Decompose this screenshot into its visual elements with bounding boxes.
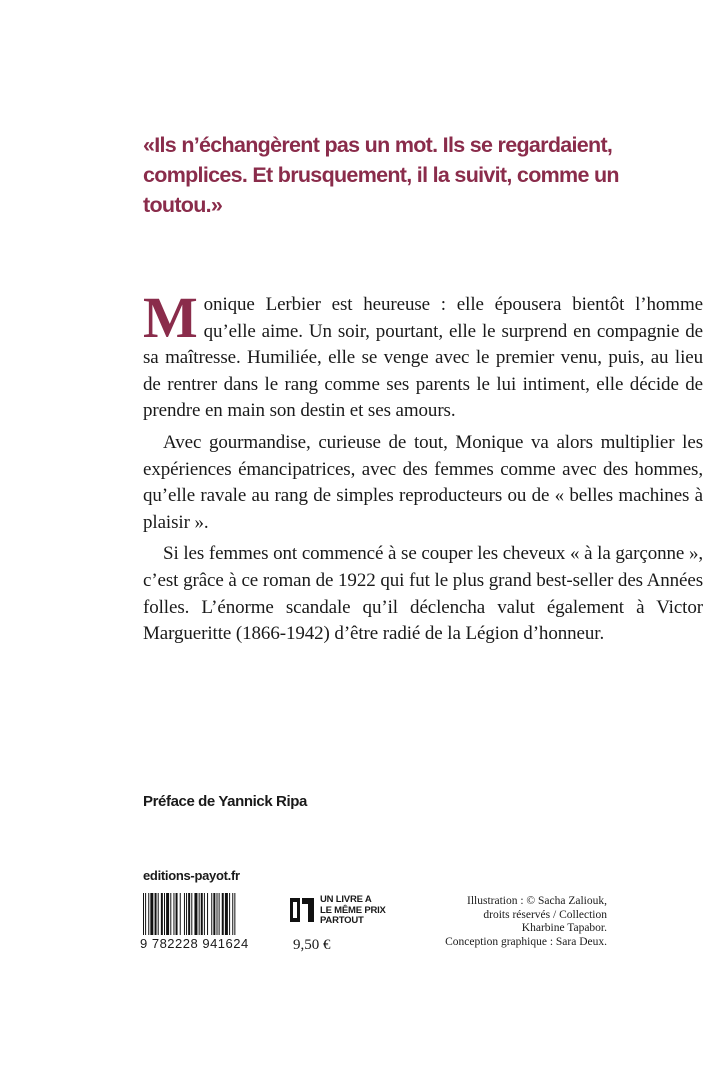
barcode-bar xyxy=(164,893,165,935)
book-price-logo-icon xyxy=(288,895,316,925)
paragraph-1-text: onique Lerbier est heureuse : elle épousera bientôt l’homme qu’elle aime. Un soir, pourtant, elle le surprend en compagnie de sa maîtresse. Humiliée, elle se venge avec le premier venu, puis, au lieu de rentrer dans le rang comme ses parents le lui intiment, elle décide de prendre en main son destin et ses amours. xyxy=(143,294,703,422)
barcode-bar xyxy=(180,893,181,935)
illustration-credits: Illustration : © Sacha Zaliouk, droits réservés / Collection Kharbine Tapabor. Conception graphique : Sara Deux. xyxy=(445,895,607,948)
barcode-bar xyxy=(158,893,159,935)
barcode-bar xyxy=(166,893,169,935)
barcode-bar xyxy=(213,893,215,935)
barcode-bar xyxy=(204,893,205,935)
barcode-bar xyxy=(225,893,228,935)
barcode xyxy=(143,893,278,935)
barcode-bar xyxy=(191,893,192,935)
barcode-bar xyxy=(234,893,235,935)
publisher-website[interactable]: editions-payot.fr xyxy=(143,868,240,883)
barcode-bar xyxy=(186,893,187,935)
barcode-bar xyxy=(176,893,178,935)
book-price-logo-text: UN LIVRE A LE MÊME PRIX PARTOUT xyxy=(320,894,386,926)
barcode-bar xyxy=(145,893,146,935)
barcode-bar xyxy=(232,893,233,935)
price: 9,50 € xyxy=(293,937,331,953)
barcode-bar xyxy=(188,893,190,935)
barcode-bar xyxy=(194,893,197,935)
barcode-bar xyxy=(148,893,149,935)
barcode-bar xyxy=(217,893,218,935)
drop-cap: M xyxy=(143,285,198,350)
summary-paragraph-1 xyxy=(143,285,703,425)
barcode-bar xyxy=(150,893,153,935)
barcode-bar xyxy=(222,893,224,935)
summary-paragraph-3: Si les femmes ont commencé à se couper les cheveux « à la garçonne », c’est grâce à ce roman de 1922 qui fut le plus grand best-seller des Années folles. L’énorme scandale qu’il déclencha valut également à Victor Margueritte (1866-1942) d’être radié de la Légion d’honneur. xyxy=(143,543,703,645)
barcode-bar xyxy=(184,893,185,935)
barcode-bar xyxy=(211,893,212,935)
barcode-bar xyxy=(155,893,157,935)
barcode-bar xyxy=(173,893,174,935)
summary-paragraph-2: Avec gourmandise, curieuse de tout, Monique va alors multiplier les expériences émancipatrices, avec des femmes comme avec des hommes, qu’elle ravale au rang de simples reproducteurs ou de « belles machines à plaisir ». xyxy=(143,431,703,533)
barcode-bar xyxy=(143,893,144,935)
back-cover-quote: «Ils n’échangèrent pas un mot. Ils se regardaient, complices. Et brusquement, il la suivit, comme un toutou.» xyxy=(143,133,619,217)
isbn-number: 9 782228 941624 xyxy=(140,936,249,951)
barcode-bar xyxy=(201,893,203,935)
barcode-bar xyxy=(207,893,208,935)
barcode-bar xyxy=(219,893,220,935)
barcode-bar xyxy=(170,893,171,935)
barcode-bar xyxy=(161,893,163,935)
preface-credit: Préface de Yannick Ripa xyxy=(143,793,307,810)
barcode-bar xyxy=(229,893,230,935)
barcode-bar xyxy=(199,893,200,935)
book-summary xyxy=(143,285,703,653)
